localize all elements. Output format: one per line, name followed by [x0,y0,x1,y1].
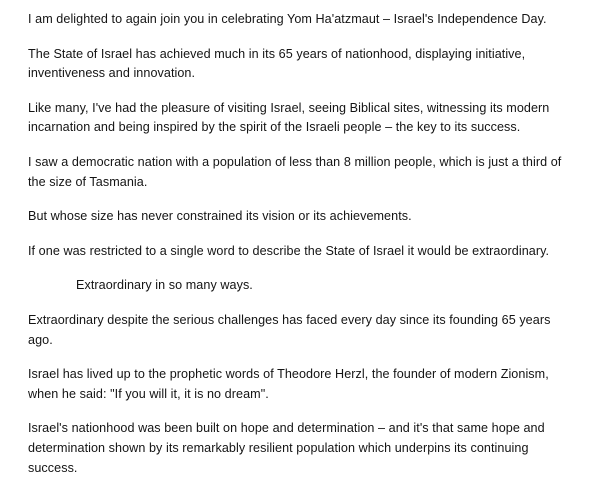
document-paragraph: I saw a democratic nation with a population of less than 8 million people, which is just a third of the size of Tasmania. [28,154,562,189]
document-paragraph-indented: Extraordinary in so many ways. [76,278,253,293]
document-paragraph: Israel's nationhood was been built on hope and determination – and it's that same hope and determination shown by its remarkably resilient population which underpins its continuing success. [28,421,545,475]
document-paragraph: If one was restricted to a single word to describe the State of Israel it would be extraordinary. [28,243,550,258]
document-paragraph: But whose size has never constrained its vision or its achievements. [28,209,412,224]
document-paragraph: The State of Israel has achieved much in its 65 years of nationhood, displaying initiative, inventiveness and innovation. [28,46,526,81]
document-paragraph: I am delighted to again join you in celebrating Yom Ha'atzmaut – Israel's Independence Day. [28,12,547,26]
document-paragraph: Extraordinary despite the serious challenges has faced every day since its founding 65 years ago. [28,312,551,347]
document-paragraph: Like many, I've had the pleasure of visiting Israel, seeing Biblical sites, witnessing its modern incarnation and being inspired by the spirit of the Israeli people – the key to its success. [28,100,550,135]
document-paragraph: Israel has lived up to the prophetic words of Theodore Herzl, the founder of modern Zionism, when he said: "If you will it, it is no dream". [28,367,549,401]
